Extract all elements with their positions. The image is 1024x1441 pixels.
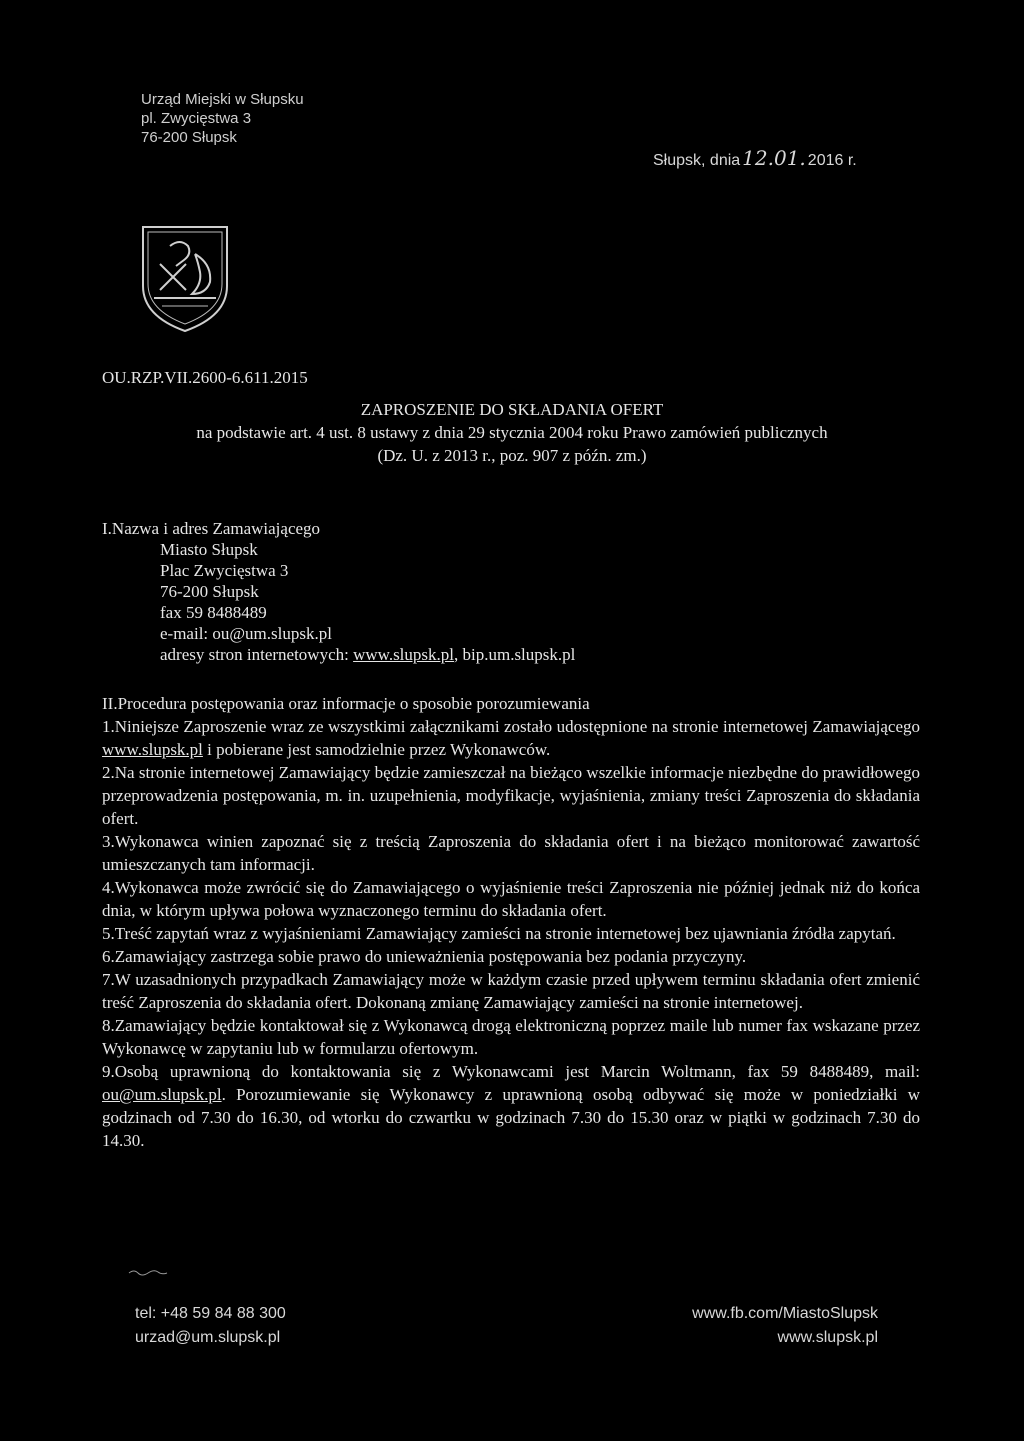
signature-mark (128, 1268, 168, 1276)
websites-suffix: , bip.um.slupsk.pl (454, 645, 576, 664)
section1-line: 76-200 Słupsk (160, 582, 259, 601)
section1-websites (102, 644, 575, 665)
date-suffix: 2016 r. (807, 152, 857, 169)
websites-prefix: adresy stron internetowych: (160, 645, 354, 664)
reference-number: OU.RZP.VII.2600-6.611.2015 (102, 368, 308, 387)
footer-links (640, 1302, 878, 1350)
footer-phone: tel: +48 59 84 88 300 (135, 1305, 286, 1322)
document-date (653, 146, 857, 170)
paragraph-9-text-end: . Porozumiewanie się Wykonawcy z uprawnioną osobą odbywać się może w poniedziałki w godzinach od 7.30 do 16.30, od wtorku do czwartku w godzinach 7.30 do 15.30 oraz w piątki w godzinach 7.30 do 14.30. (102, 1085, 920, 1150)
sender-city: 76-200 Słupsk (141, 129, 237, 146)
paragraph-1-link[interactable]: www.slupsk.pl (102, 740, 203, 759)
paragraph-1-text-end: i pobierane jest samodzielnie przez Wykonawców. (202, 740, 551, 759)
paragraph-2: 2.Na stronie internetowej Zamawiający będzie zamieszczał na bieżąco wszelkie informacje niezbędne do prawidłowego przeprowadzenia postępowania, m. in. uzupełnienia, modyfikacje, wyjaśnienia, zmiany treści Zaproszenia do składania ofert. (102, 763, 920, 828)
title-heading: ZAPROSZENIE DO SKŁADANIA OFERT (360, 400, 664, 419)
section1-line: fax 59 8488489 (160, 603, 267, 622)
paragraph-9-link[interactable]: ou@um.slupsk.pl (102, 1085, 222, 1104)
paragraph-6: 6.Zamawiający zastrzega sobie prawo do unieważnienia postępowania bez podania przyczyny. (102, 947, 747, 966)
paragraph-9-text: 9.Osobą uprawnioną do kontaktowania się z Wykonawcami jest Marcin Woltmann, fax 59 8488489, mail: (102, 1062, 920, 1081)
city-crest-logo (140, 224, 230, 334)
footer-email[interactable]: urzad@um.slupsk.pl (135, 1329, 281, 1346)
paragraph-5: 5.Treść zapytań wraz z wyjaśnieniami Zamawiający zamieści na stronie internetowej bez ujawniania źródła zapytań. (102, 924, 896, 943)
sender-street: pl. Zwycięstwa 3 (141, 110, 252, 127)
paragraph-1-text: 1.Niniejsze Zaproszenie wraz ze wszystkimi załącznikami zostało udostępnione na stronie internetowej Zamawiającego (102, 717, 920, 736)
paragraph-4: 4.Wykonawca może zwrócić się do Zamawiającego o wyjaśnienie treści Zaproszenia nie później jednak niż do końca dnia, w którym upływa połowa wyznaczonego terminu do składania ofert. (102, 878, 920, 920)
date-prefix: Słupsk, dnia (653, 152, 741, 169)
section1-heading: I.Nazwa i adres Zamawiającego (102, 519, 321, 538)
section-contracting-authority (102, 518, 575, 665)
paragraph-3: 3.Wykonawca winien zapoznać się z treścią Zaproszenia do składania ofert i na bieżąco monitorować zawartość umieszczanych tam informacji. (102, 832, 920, 874)
paragraph-7: 7.W uzasadnionych przypadkach Zamawiający może w każdym czasie przed upływem terminu składania ofert zmienić treść Zaproszenia do składania ofert. Dokonaną zmianę Zamawiający zamieści na stronie internetowej. (102, 970, 920, 1012)
paragraph-1 (102, 715, 920, 761)
date-handwritten: 12.01. (742, 146, 806, 170)
footer-contact (135, 1302, 286, 1350)
title-legal-basis: na podstawie art. 4 ust. 8 ustawy z dnia 29 stycznia 2004 roku Prawo zamówień publicznych (196, 423, 828, 442)
footer-website[interactable]: www.slupsk.pl (777, 1329, 878, 1346)
paragraph-9 (102, 1060, 920, 1152)
sender-name: Urząd Miejski w Słupsku (141, 91, 304, 108)
title-journal-ref: (Dz. U. z 2013 r., poz. 907 z późn. zm.) (377, 446, 647, 465)
section1-line: Plac Zwycięstwa 3 (160, 561, 289, 580)
paragraph-8: 8.Zamawiający będzie kontaktował się z Wykonawcą drogą elektroniczną poprzez maile lub numer fax wskazane przez Wykonawcę w zapytaniu lub w formularzu ofertowym. (102, 1016, 920, 1058)
sender-address (141, 90, 304, 147)
section2-heading: II.Procedura postępowania oraz informacje o sposobie porozumiewania (102, 694, 590, 713)
website-link[interactable]: www.slupsk.pl (353, 645, 454, 664)
section-procedure (102, 692, 920, 1152)
section1-line: e-mail: ou@um.slupsk.pl (160, 624, 332, 643)
document-title (0, 398, 1024, 467)
section1-line: Miasto Słupsk (160, 540, 258, 559)
footer-facebook[interactable]: www.fb.com/MiastoSlupsk (692, 1305, 878, 1322)
